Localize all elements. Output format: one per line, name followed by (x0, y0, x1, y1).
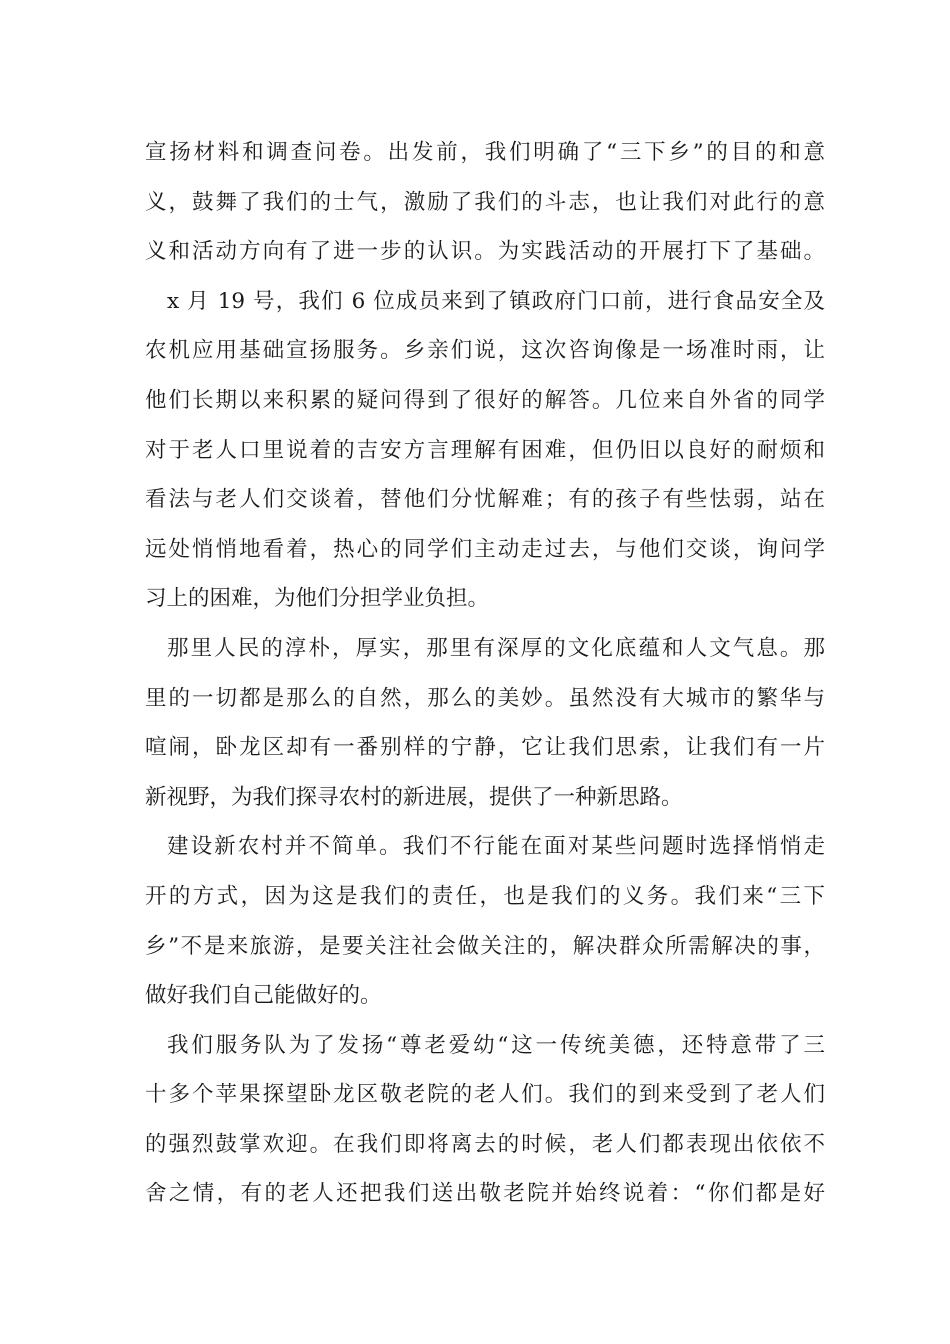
text-line: 习上的困难，为他们分担学业负担。 (145, 586, 490, 612)
text-line: 开的方式，因为这是我们的责任，也是我们的义务。我们来“三下 (145, 883, 825, 909)
text-line: 乡”不是来旅游，是要关注社会做关注的，解决群众所需解决的事， (145, 933, 825, 959)
text-line: 远处悄悄地看着，热心的同学们主动走过去，与他们交谈，询问学 (145, 536, 825, 562)
document-body (145, 128, 825, 1219)
text-line: 的强烈鼓掌欢迎。在我们即将离去的时候，老人们都表现出依依不 (145, 1131, 825, 1157)
text-line: 舍之情，有的老人还把我们送出敬老院并始终说着：“你们都是好 (145, 1181, 825, 1207)
text-line: 义和活动方向有了进一步的认识。为实践活动的开展打下了基础。 (145, 239, 825, 265)
paragraph-start-line: 建设新农村并不简单。我们不行能在面对某些问题时选择悄悄走 (167, 834, 825, 860)
text-line: 宣扬材料和调查问卷。出发前，我们明确了“三下乡”的目的和意 (145, 140, 825, 165)
text-line: 他们长期以来积累的疑问得到了很好的解答。几位来自外省的同学 (145, 387, 825, 413)
text-line: 看法与老人们交谈着，替他们分忧解难；有的孩子有些怯弱，站在 (145, 487, 825, 513)
text-line: 对于老人口里说着的吉安方言理解有困难，但仍旧以良好的耐烦和 (145, 437, 825, 463)
text-line: 农机应用基础宣扬服务。乡亲们说，这次咨询像是一场准时雨，让 (145, 338, 825, 364)
paragraph-start-line: 那里人民的淳朴，厚实，那里有深厚的文化底蕴和人文气息。那 (167, 635, 825, 661)
text-line: 喧闹，卧龙区却有一番别样的宁静，它让我们思索，让我们有一片 (145, 735, 825, 761)
text-line: 十多个苹果探望卧龙区敬老院的老人们。我们的到来受到了老人们 (145, 1082, 825, 1108)
text-line: 新视野，为我们探寻农村的新进展，提供了一种新思路。 (145, 784, 683, 810)
paragraph-start-line: x 月 19 号，我们 6 位成员来到了镇政府门口前，进行食品安全及 (167, 288, 825, 314)
paragraph-start-line: 我们服务队为了发扬“尊老爱幼“这一传统美德，还特意带了三 (167, 1032, 825, 1058)
text-line: 义，鼓舞了我们的士气，激励了我们的斗志，也让我们对此行的意 (145, 189, 825, 215)
text-line: 里的一切都是那么的自然，那么的美妙。虽然没有大城市的繁华与 (145, 685, 825, 711)
text-line: 做好我们自己能做好的。 (145, 983, 382, 1009)
